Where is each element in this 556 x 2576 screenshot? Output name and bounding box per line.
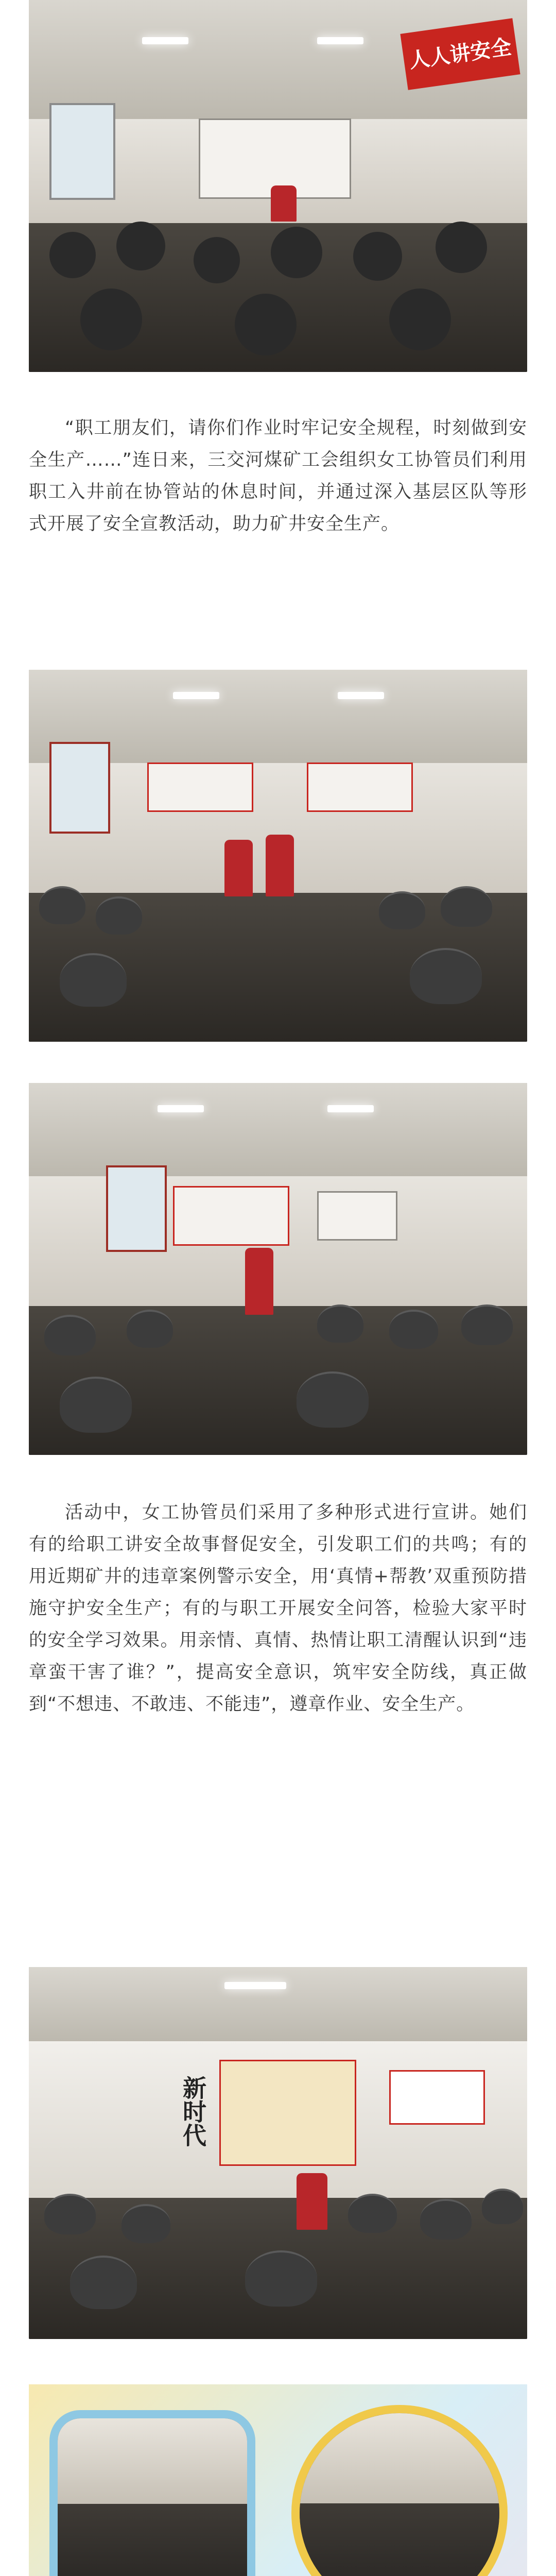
photo-meeting-hall: [29, 0, 527, 372]
photo-station-workers-2: [29, 1083, 527, 1455]
paragraph-activities-text: 活动中，女工协管员们采用了多种形式进行宣讲。她们有的给职工讲安全故事督促安全，引发职工们的共鸣；有的用近期矿井的违章案例警示安全，用‘真情+帮教’双重预防措施守护安全生产；有的与职工开展安全问答，检验大家平时的安全学习效果。用亲情、真情、热情让职工清醒认识到“违章蛮干害了谁？”，提高安全意识，筑牢安全防线，真正做到“不想违、不敢违、不能违”，遵章作业、安全生产。: [29, 1502, 527, 1715]
photo-new-era-room: [29, 1967, 527, 2339]
collage-photo-2: [291, 2405, 508, 2576]
photo-station-workers-1: [29, 670, 527, 1042]
paragraph-intro: [29, 412, 527, 540]
photo-collage: [29, 2384, 527, 2576]
photo-banner-text: 新时代: [179, 2076, 207, 2147]
paragraph-intro-text: “职工朋友们，请你们作业时牢记安全规程，时刻做到安全生产……”连日来，三交河煤矿工会组织女工协管员们利用职工入井前在协管站的休息时间，并通过深入基层区队等形式开展了安全宣教活动，助力矿井安全生产。: [29, 418, 527, 534]
collage-photo-1: [49, 2410, 255, 2576]
paragraph-activities: [29, 1497, 527, 1720]
photo-banner-text: 人人讲安全: [400, 18, 520, 90]
